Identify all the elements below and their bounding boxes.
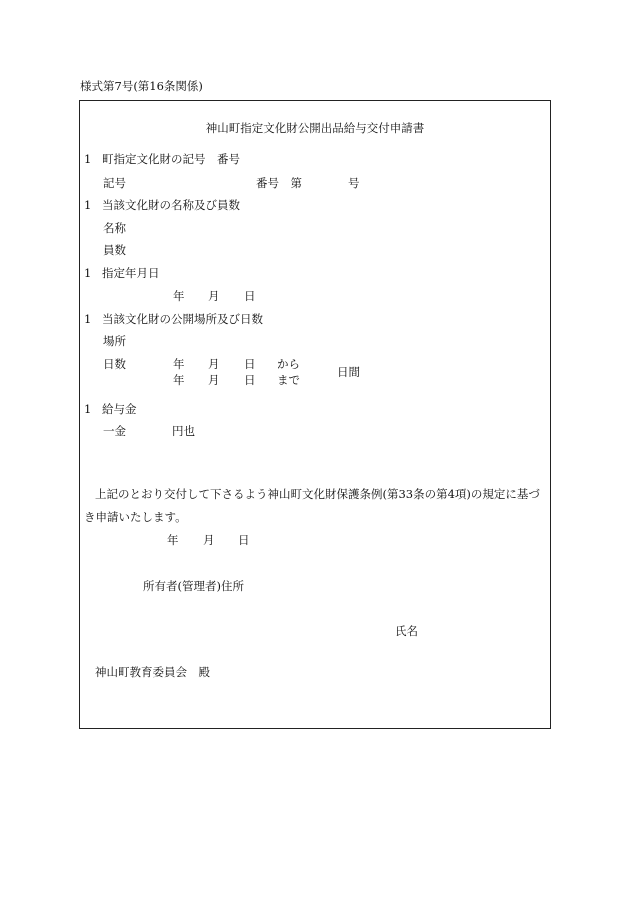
application-date-day: 日 bbox=[238, 533, 250, 547]
addressee: 神山町教育委員会 殿 bbox=[95, 665, 210, 679]
form-number: 様式第7号(第16条関係) bbox=[80, 79, 203, 93]
designation-date-month: 月 bbox=[208, 289, 220, 303]
to-suffix: まで bbox=[277, 373, 300, 387]
item-number: 1 bbox=[84, 198, 92, 212]
form-box bbox=[79, 100, 551, 729]
item-label-designation-date: 指定年月日 bbox=[102, 266, 160, 280]
count-label: 員数 bbox=[103, 243, 126, 257]
days-label: 日数 bbox=[103, 357, 126, 371]
statement-line: き申請いたします。 bbox=[84, 510, 187, 524]
item-label-exhibition: 当該文化財の公開場所及び日数 bbox=[102, 312, 263, 326]
name-label: 名称 bbox=[103, 221, 126, 235]
symbol-label: 記号 bbox=[103, 176, 126, 190]
designation-date-day: 日 bbox=[244, 289, 256, 303]
item-number: 1 bbox=[84, 402, 92, 416]
item-number: 1 bbox=[84, 152, 92, 166]
to-year: 年 bbox=[173, 373, 185, 387]
total-days-suffix: 日間 bbox=[337, 365, 360, 379]
from-month: 月 bbox=[208, 357, 220, 371]
from-suffix: から bbox=[277, 357, 300, 371]
place-label: 場所 bbox=[103, 334, 126, 348]
to-month: 月 bbox=[208, 373, 220, 387]
applicant-name-label: 氏名 bbox=[395, 624, 418, 638]
item-label-name-count: 当該文化財の名称及び員数 bbox=[102, 198, 240, 212]
from-year: 年 bbox=[173, 357, 185, 371]
from-day: 日 bbox=[244, 357, 256, 371]
form-title: 神山町指定文化財公開出品給与交付申請書 bbox=[205, 121, 425, 135]
item-number: 1 bbox=[84, 266, 92, 280]
application-date-year: 年 bbox=[167, 533, 179, 547]
number-suffix: 号 bbox=[348, 176, 360, 190]
item-label-grant: 給与金 bbox=[102, 402, 137, 416]
designation-date-year: 年 bbox=[173, 289, 185, 303]
application-date-month: 月 bbox=[203, 533, 215, 547]
statement-line: 上記のとおり交付して下さるよう神山町文化財保護条例(第33条の第4項)の規定に基づ bbox=[95, 487, 540, 501]
grant-prefix: 一金 bbox=[103, 424, 126, 438]
item-label-designation: 町指定文化財の記号 番号 bbox=[102, 152, 240, 166]
to-day: 日 bbox=[244, 373, 256, 387]
number-label: 番号 第 bbox=[256, 176, 302, 190]
applicant-address-label: 所有者(管理者)住所 bbox=[143, 579, 244, 593]
item-number: 1 bbox=[84, 312, 92, 326]
grant-suffix: 円也 bbox=[172, 424, 195, 438]
